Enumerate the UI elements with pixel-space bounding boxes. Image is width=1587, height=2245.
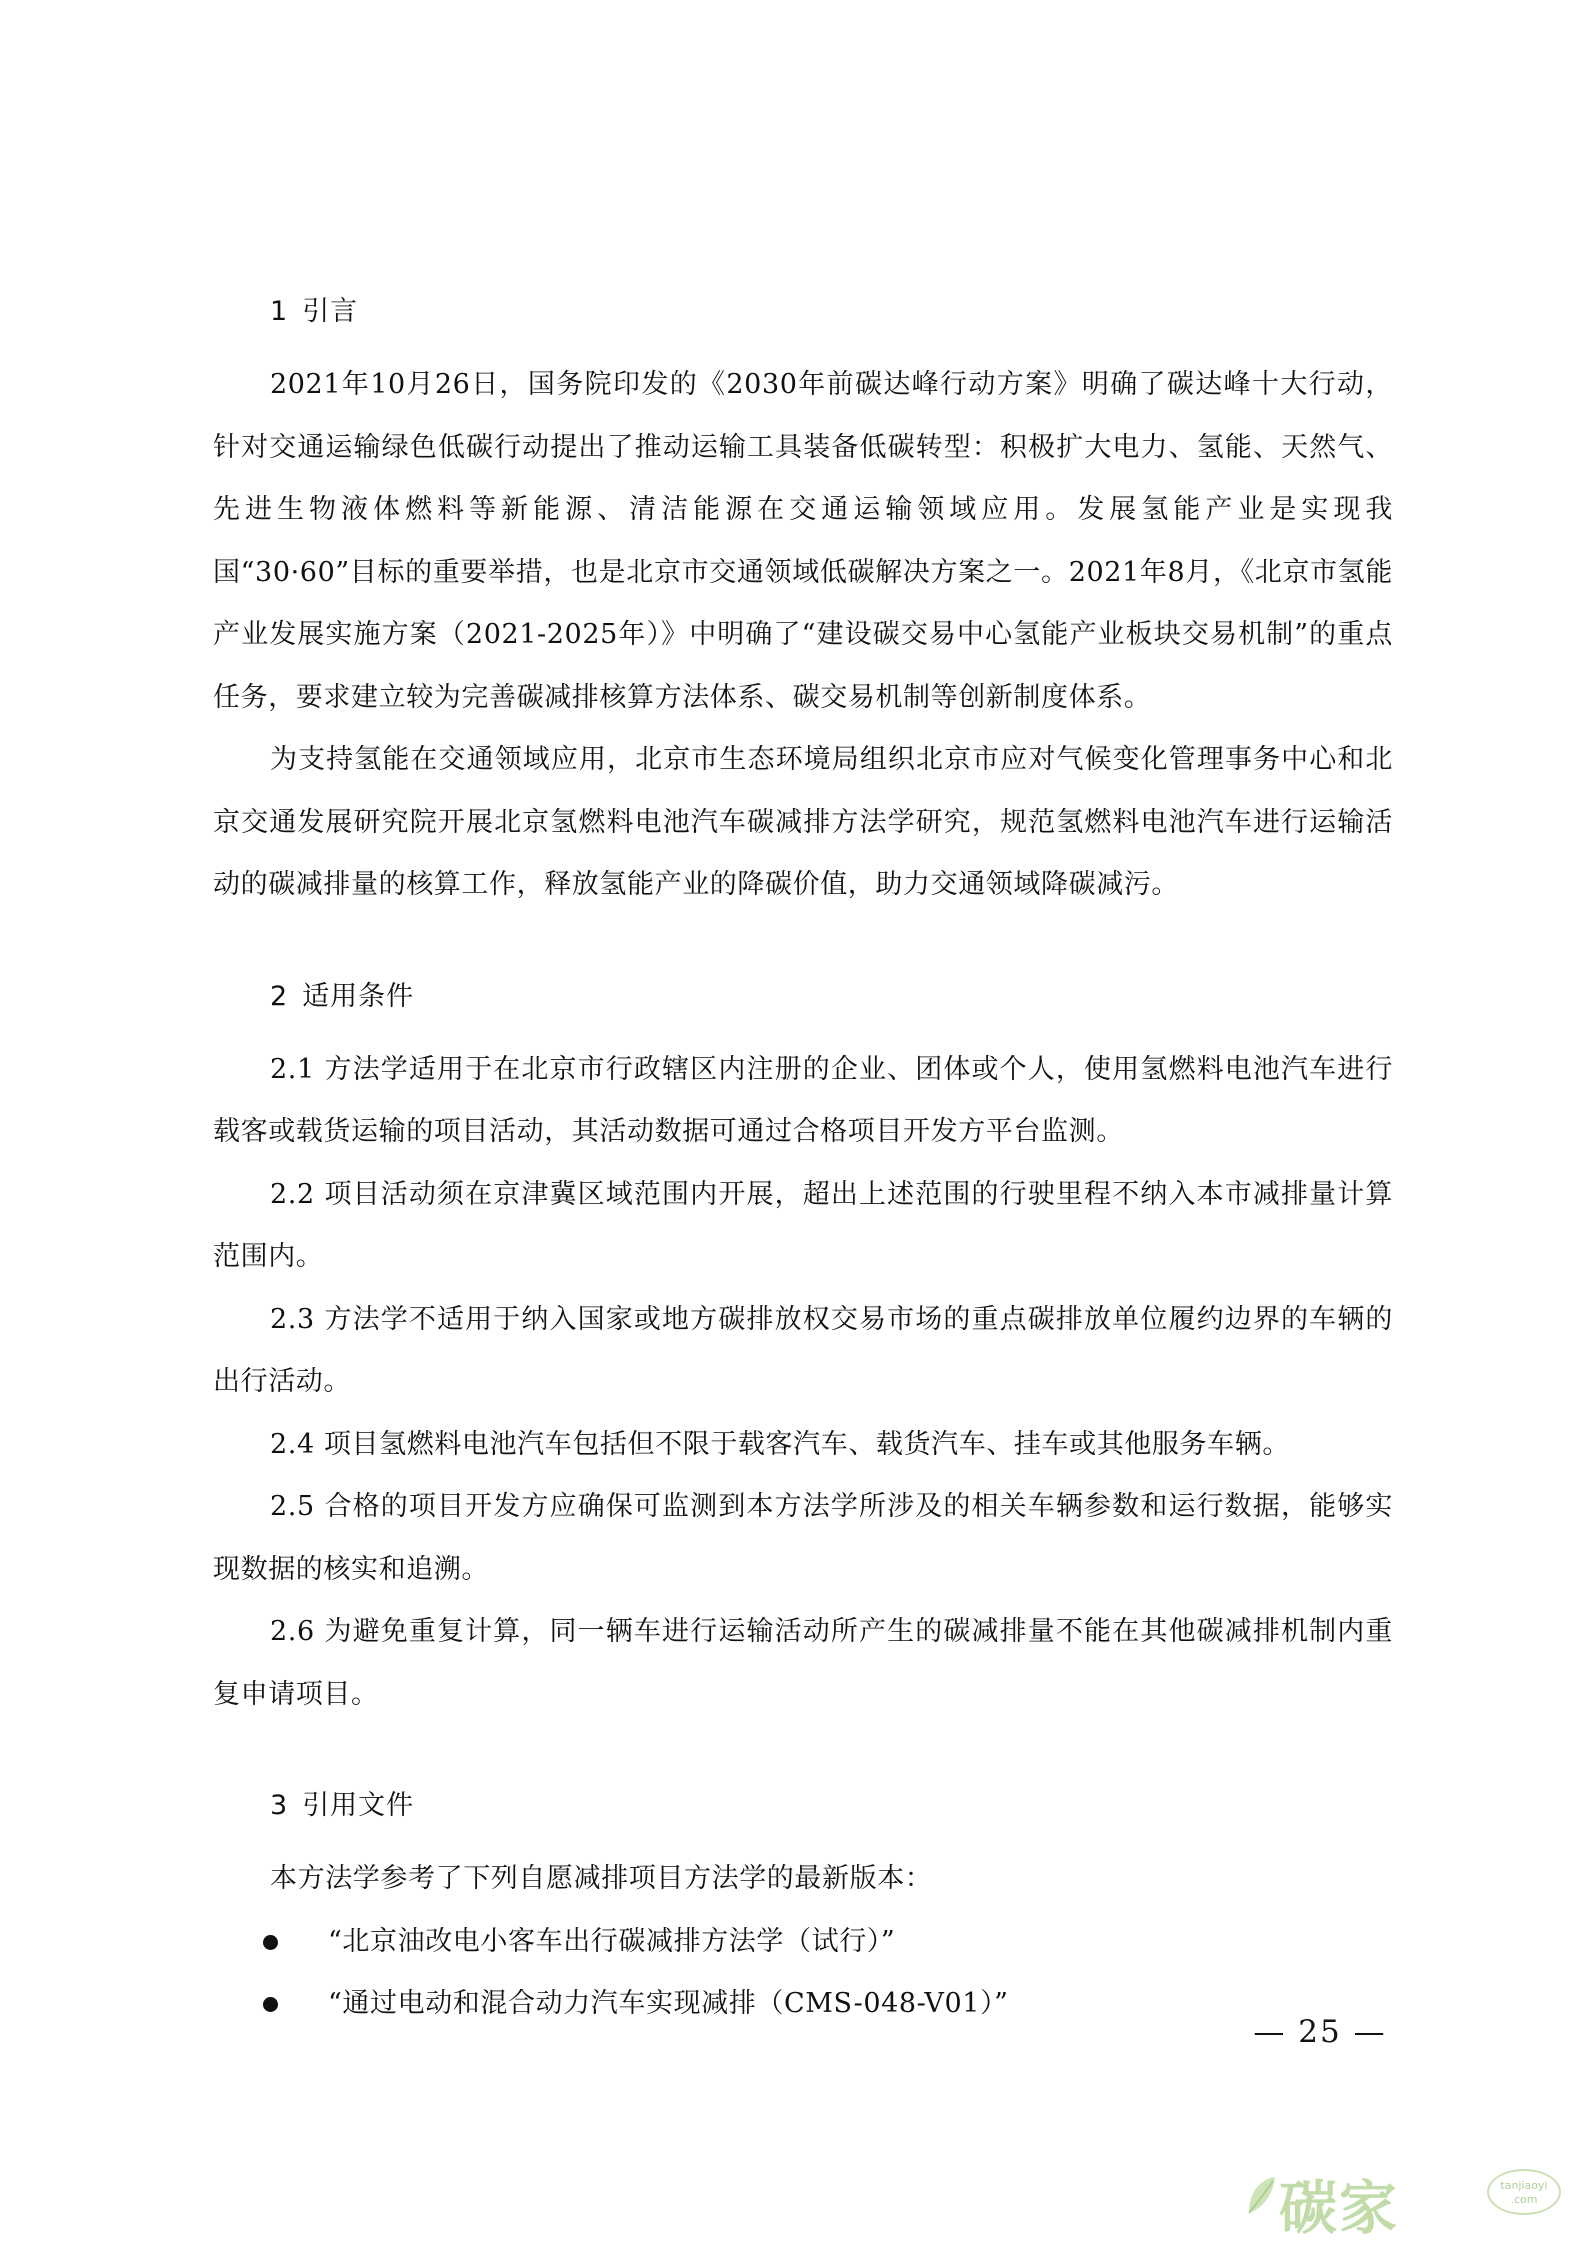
document-body [213, 292, 1393, 2036]
section-number: 2 [270, 980, 289, 1012]
section-heading [270, 1786, 1393, 1826]
paragraph: 本方法学参考了下列自愿减排项目方法学的最新版本： [270, 1863, 933, 1894]
paragraph: 为支持氢能在交通领域应用，北京市生态环境局组织北京市应对气候变化管理事务中心和北京交通发展研究院开展北京氢燃料电池汽车碳减排方法学研究，规范氢燃料电池汽车进行运输活动的碳减排量的核算工作，释放氢能产业的降碳价值，助力交通领域降碳减污。 [213, 744, 1393, 900]
watermark-badge-line: tanjiaoyi [1500, 2179, 1548, 2192]
section-heading [270, 292, 1393, 332]
section-title: 适用条件 [302, 980, 415, 1012]
watermark-brand: 碳家 [1279, 2174, 1400, 2242]
clause: 2.4 项目氢燃料电池汽车包括但不限于载客汽车、载货汽车、挂车或其他服务车辆。 [270, 1428, 1290, 1460]
clause: 2.3 方法学不适用于纳入国家或地方碳排放权交易市场的重点碳排放单位履约边界的车辆的出行活动。 [213, 1303, 1393, 1397]
reference-title: “北京油改电小客车出行碳减排方法学（试行）” [328, 1925, 896, 1957]
section-number: 1 [270, 296, 289, 327]
section-number: 3 [270, 1790, 289, 1821]
reference-title: “通过电动和混合动力汽车实现减排（CMS-048-V01）” [328, 1988, 1009, 2019]
section-applicability [213, 977, 1393, 1727]
paragraph: 2021年10月26日，国务院印发的《2030年前碳达峰行动方案》明确了碳达峰十大行动，针对交通运输绿色低碳行动提出了推动运输工具装备低碳转型：积极扩大电力、氢能、天然气、先进生物液体燃料等新能源、清洁能源在交通运输领域应用。发展氢能产业是实现我国“30·60”目标的重要举措，也是北京市交通领域低碳解决方案之一。2021年8月，《北京市氢能产业发展实施方案（2021-2025年）》中明确了“建设碳交易中心氢能产业板块交易机制”的重点任务，要求建立较为完善碳减排核算方法体系、碳交易机制等创新制度体系。 [213, 369, 1393, 713]
section-gap [213, 1726, 1393, 1786]
page-number: — 25 — [1253, 2014, 1387, 2050]
section-title: 引言 [302, 296, 359, 327]
list-item [213, 1973, 1393, 2036]
clause: 2.5 合格的项目开发方应确保可监测到本方法学所涉及的相关车辆参数和运行数据，能够实现数据的核实和追溯。 [213, 1491, 1393, 1585]
section-title: 引用文件 [302, 1790, 415, 1821]
reference-list [213, 1911, 1393, 2036]
clause: 2.2 项目活动须在京津冀区域范围内开展，超出上述范围的行驶里程不纳入本市减排量计算范围内。 [213, 1178, 1393, 1272]
watermark-logo [1239, 2155, 1569, 2242]
clause: 2.1 方法学适用于在北京市行政辖区内注册的企业、团体或个人，使用氢燃料电池汽车进行载客或载货运输的项目活动，其活动数据可通过合格项目开发方平台监测。 [213, 1053, 1393, 1147]
list-item [213, 1911, 1393, 1974]
clause: 2.6 为避免重复计算，同一辆车进行运输活动所产生的碳减排量不能在其他碳减排机制内重复申请项目。 [213, 1616, 1393, 1710]
section-gap [213, 917, 1393, 977]
section-references [213, 1786, 1393, 2036]
section-heading [270, 977, 1393, 1017]
bullet-icon [263, 1997, 278, 2012]
section-introduction [213, 292, 1393, 917]
bullet-icon [263, 1935, 278, 1950]
leaf-icon [1243, 2173, 1279, 2219]
watermark-badge-line: .com [1510, 2193, 1538, 2206]
watermark-badge [1487, 2169, 1561, 2215]
